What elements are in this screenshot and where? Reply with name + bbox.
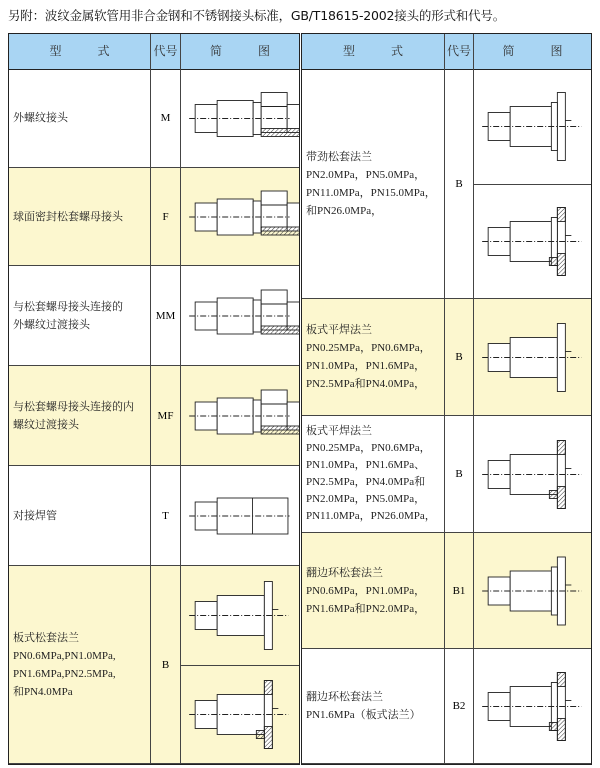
type-cell <box>302 299 445 415</box>
female-adapter-icon <box>181 366 299 466</box>
loose-flange-section-icon <box>181 665 299 764</box>
type-text: PN0.6MPa,PN1.0MPa, <box>13 649 116 662</box>
header-diagram: 简 图 <box>502 44 563 58</box>
loose-flange-icon <box>181 566 299 666</box>
table-row <box>9 366 299 466</box>
left-table <box>8 33 300 765</box>
type-text: PN11.0MPa，PN15.0MPa， <box>306 186 436 199</box>
neck-loose-flange-section-icon <box>474 184 591 299</box>
table-row <box>9 168 299 266</box>
type-text: 和PN4.0MPa <box>13 685 73 698</box>
type-text: PN1.0MPa，PN1.6MPa、 <box>306 459 426 471</box>
diagram-cell <box>181 266 299 365</box>
type-text: PN2.0MPa，PN5.0MPa， <box>306 493 426 505</box>
type-cell <box>302 649 445 763</box>
type-text: PN1.6MPa,PN2.5MPa, <box>13 667 116 680</box>
diagram-cell <box>181 168 299 265</box>
male-adapter-icon <box>181 266 299 366</box>
type-text: PN0.6MPa，PN1.0MPa， <box>306 584 426 597</box>
table-row <box>9 69 299 168</box>
type-text: PN1.6MPa和PN2.0MPa， <box>306 602 426 615</box>
header-code: 代号 <box>445 34 474 69</box>
type-text: 带劲松套法兰 <box>306 150 372 163</box>
code-cell: B <box>151 566 181 763</box>
type-cell <box>302 533 445 648</box>
type-text: PN0.25MPa，PN0.6MPa， <box>306 442 431 454</box>
type-text: 球面密封松套螺母接头 <box>13 210 123 223</box>
type-text: 与松套螺母接头连接的内 <box>13 400 134 413</box>
diagram-cell <box>474 649 591 763</box>
table-header <box>302 34 591 70</box>
diagram-cell <box>474 416 591 532</box>
type-cell <box>302 69 445 298</box>
table-row <box>302 299 591 416</box>
type-text: 板式平焊法兰 <box>306 324 372 336</box>
table-header <box>9 34 299 70</box>
slip-on-flange-icon <box>474 299 591 416</box>
code-cell: B <box>445 69 474 298</box>
table-row <box>9 566 299 764</box>
code-cell: MM <box>151 266 181 365</box>
type-text: 对接焊管 <box>13 509 57 522</box>
type-text: PN2.0MPa，PN5.0MPa， <box>306 168 426 181</box>
code-cell: B1 <box>445 533 474 648</box>
lap-joint-flange-icon <box>474 533 591 649</box>
male-thread-fitting-icon <box>181 69 299 168</box>
type-text: PN0.25MPa，PN0.6MPa， <box>306 342 431 354</box>
type-text: 与松套螺母接头连接的 <box>13 300 123 313</box>
table-row <box>302 416 591 533</box>
code-cell: MF <box>151 366 181 465</box>
table-row <box>302 649 591 764</box>
diagram-cell <box>474 69 591 298</box>
diagram-cell <box>474 533 591 648</box>
type-text: 外螺纹过渡接头 <box>13 318 90 331</box>
diagram-cell <box>474 299 591 415</box>
code-cell: B <box>445 299 474 415</box>
butt-weld-pipe-icon <box>181 466 299 566</box>
type-text: PN2.5MPa和PN4.0MPa， <box>306 378 426 390</box>
diagram-cell <box>181 566 299 763</box>
type-text: 翻边环松套法兰 <box>306 691 383 703</box>
right-table <box>301 33 592 765</box>
code-cell: T <box>151 466 181 565</box>
type-cell <box>9 69 151 167</box>
table-row <box>302 69 591 299</box>
header-code: 代号 <box>151 34 181 69</box>
type-text: 板式松套法兰 <box>13 631 79 644</box>
diagram-cell <box>181 366 299 465</box>
type-cell <box>9 266 151 365</box>
type-text: PN2.5MPa，PN4.0MPa和 <box>306 476 426 488</box>
code-cell: B <box>445 416 474 532</box>
page-title: 另附：波纹金属软管用非合金钢和不锈钢接头标准，GB/T18615-2002接头的形式和代号。 <box>8 8 505 23</box>
type-text: 螺纹过渡接头 <box>13 418 79 431</box>
type-text: PN1.6MPa（板式法兰） <box>306 709 421 721</box>
type-text: 外螺纹接头 <box>13 112 68 124</box>
type-cell <box>302 416 445 532</box>
type-cell <box>9 466 151 565</box>
header-diagram: 简 图 <box>209 44 270 58</box>
type-text: PN1.0MPa，PN1.6MPa， <box>306 360 426 372</box>
type-cell <box>9 168 151 265</box>
swivel-nut-fitting-icon <box>181 168 299 266</box>
type-cell <box>9 566 151 763</box>
code-cell: B2 <box>445 649 474 763</box>
slip-on-flange-raised-icon <box>474 416 591 533</box>
code-cell: M <box>151 69 181 167</box>
type-text: 和PN26.0MPa， <box>306 204 383 217</box>
table-row <box>9 266 299 366</box>
type-text: PN11.0MPa，PN26.0MPa， <box>306 510 436 522</box>
type-text: 板式平焊法兰 <box>306 425 372 437</box>
diagram-cell <box>181 69 299 167</box>
header-type: 型 式 <box>9 34 151 69</box>
neck-loose-flange-icon <box>474 69 591 185</box>
type-text: 翻边环松套法兰 <box>306 566 383 579</box>
table-row <box>302 533 591 649</box>
lap-joint-flange-plate-icon <box>474 649 591 764</box>
diagram-cell <box>181 466 299 565</box>
code-cell: F <box>151 168 181 265</box>
header-type: 型 式 <box>302 34 445 69</box>
type-cell <box>9 366 151 465</box>
table-row <box>9 466 299 566</box>
